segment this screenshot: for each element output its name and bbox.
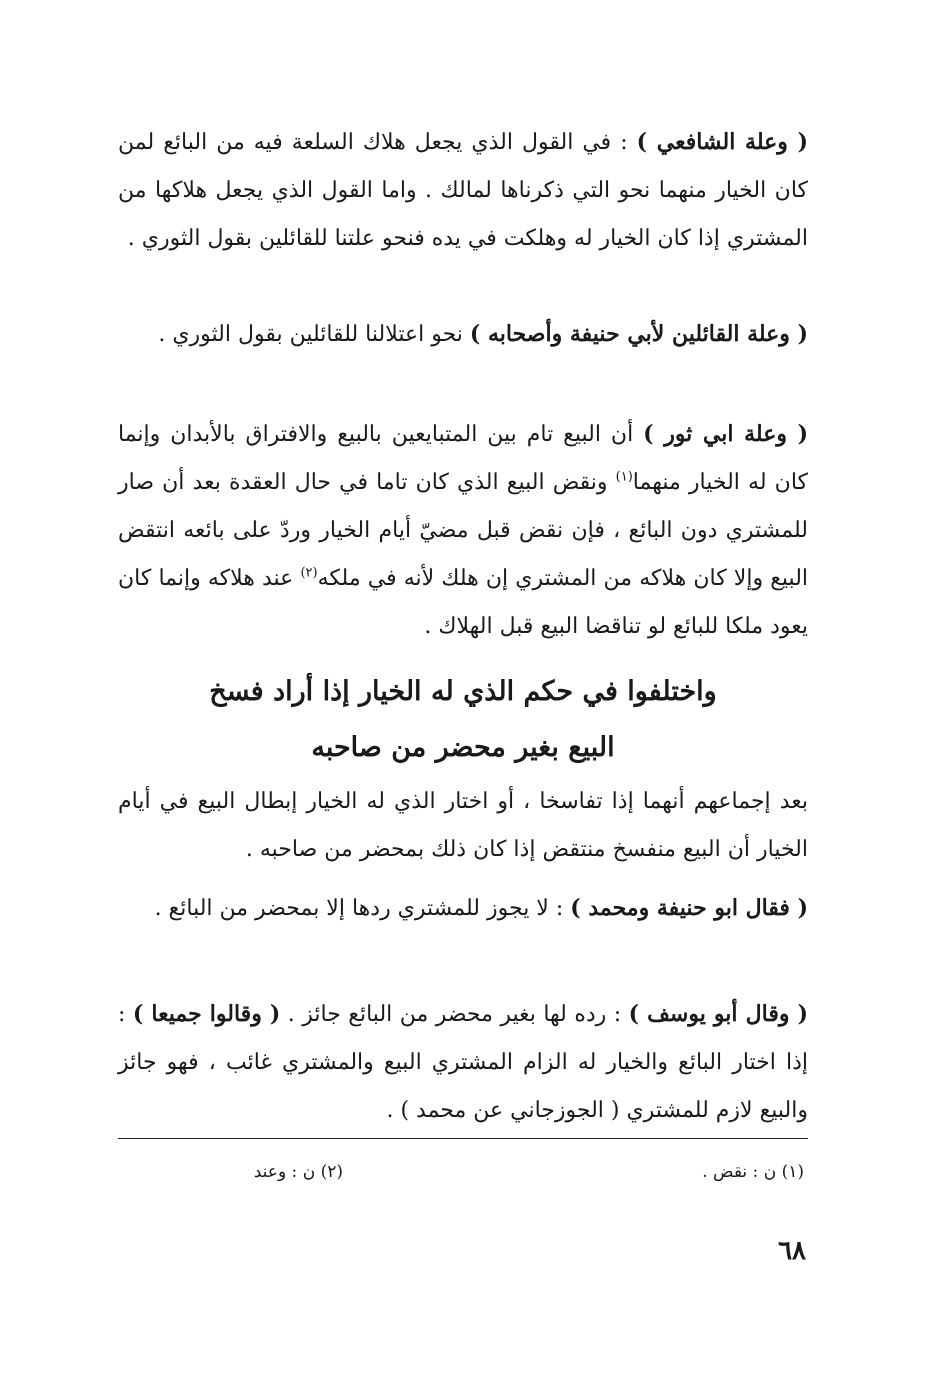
- heading-line-2: البيع بغير محضر من صاحبه: [311, 732, 615, 763]
- paragraph-lead: ( وعلة القائلين لأبي حنيفة وأصحابه ): [469, 321, 808, 347]
- heading-line-1: واختلفوا في حكم الذي له الخيار إذا أراد فسخ: [209, 676, 717, 707]
- paragraph-lead: ( وقالوا جميعا ): [132, 1001, 281, 1027]
- page-number: ٦٨: [778, 1236, 806, 1266]
- paragraph-body: نحو اعتلالنا للقائلين بقول الثوري .: [158, 322, 470, 347]
- paragraph-body: : رده لها بغير محضر من البائع جائز .: [280, 1002, 629, 1027]
- paragraph-lead: ( وقال أبو يوسف ): [628, 1001, 809, 1027]
- paragraph-abu-yusuf: [118, 990, 808, 1135]
- footnote-separator: [118, 1138, 808, 1139]
- paragraph-consensus: [118, 778, 808, 874]
- paragraph-body: أن البيع تام بين المتبايعين بالبيع والافتراق بالأبدان وإنما كان له الخيار منهما: [118, 422, 808, 495]
- paragraph-lead: ( وعلة ابي ثور ): [643, 421, 808, 447]
- paragraph-body: : في القول الذي يجعل هلاك السلعة فيه من البائع لمن كان الخيار منهما نحو التي ذكرناها لمالك . واما القول الذي يجعل هلاكها من المشتري إذا كان الخيار له وهلكت في يده فنحو علتنا للقائلين بقول الثوري .: [118, 130, 808, 251]
- paragraph-abu-thawr: [118, 410, 808, 651]
- footnote-ref-1: (١): [615, 469, 633, 485]
- paragraph-body: : إذا اختار البائع والخيار له الزام المشتري البيع والمشتري غائب ، فهو جائز والبيع لازم للمشتري ( الجوزجاني عن محمد ) .: [118, 1002, 808, 1123]
- paragraph-abu-hanifa-muhammad: [118, 884, 808, 933]
- paragraph-body: بعد إجماعهم أنهما إذا تفاسخا ، أو اختار الذي له الخيار إبطال البيع في أيام الخيار أن البيع منفسخ منتقض إذا كان ذلك بمحضر من صاحبه .: [118, 789, 808, 862]
- paragraph-shafii: [118, 118, 808, 263]
- footnote-1: (١) ن : نقض .: [702, 1162, 804, 1182]
- paragraph-lead: ( وعلة الشافعي ): [636, 129, 808, 155]
- paragraph-lead: ( فقال ابو حنيفة ومحمد ): [570, 895, 808, 921]
- paragraph-abu-hanifa: [118, 310, 808, 359]
- paragraph-body: ونقض البيع الذي كان تاما في حال العقدة بعد أن صار للمشتري دون البائع ، فإن نقض قبل مضيّ أيام الخيار وردّ على بائعه انتقض البيع وإلا كان هلاكه من المشتري إن هلك لأنه في ملكه: [118, 470, 809, 591]
- section-heading: [118, 664, 808, 776]
- paragraph-body: عند هلاكه وإنما كان يعود ملكا للبائع لو تناقضا البيع قبل الهلاك .: [118, 566, 808, 639]
- paragraph-body: : لا يجوز للمشتري ردها إلا بمحضر من البائع .: [154, 896, 571, 921]
- footnote-2: (٢) ن : وعند: [253, 1162, 343, 1182]
- footnote-ref-2: (٢): [300, 565, 318, 581]
